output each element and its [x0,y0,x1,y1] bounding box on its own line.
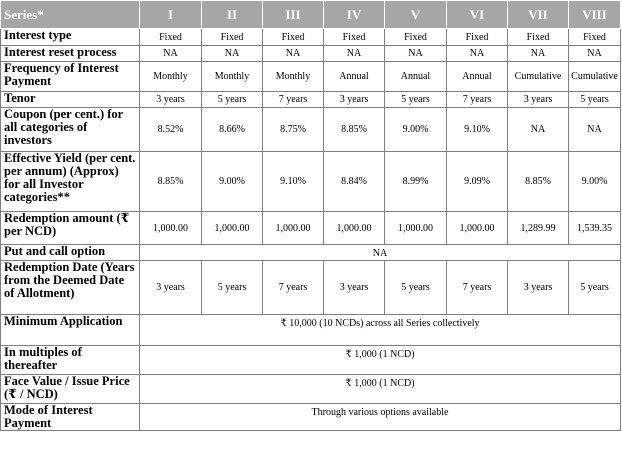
cell-value: 9.10% [280,176,306,187]
cell-value: 3 years [339,282,369,293]
cell-value: Fixed [526,31,550,43]
cell-value: 8.75% [280,124,306,135]
cell-value: 1,000.00 [336,222,372,234]
table-body [1,29,621,431]
cell-value: NA [346,48,362,59]
cell-series-6 [447,108,508,152]
cell-series-4 [324,62,385,92]
header-series-ii: II [202,1,263,29]
header-row [1,1,621,29]
row-span-value: ₹ 1,000 (1 NCD) [140,346,621,375]
cell-value: 3 years [156,282,185,293]
cell-series-4 [324,261,385,315]
cell-value: 9.09% [464,176,490,187]
cell-series-2 [202,152,263,212]
cell-series-3 [263,108,324,152]
cell-value: 8.85% [525,176,551,187]
cell-series-2 [202,29,263,46]
cell-value: 9.10% [464,124,490,135]
row-label: Put and call option [1,245,140,261]
cell-value: NA [408,48,423,59]
header-series-vi: VI [447,1,508,29]
table-row-tenor [1,92,621,108]
cell-value: Monthly [153,71,188,82]
cell-series-4 [324,108,385,152]
table-row-redemption-date [1,261,621,315]
cell-value: 1,289.99 [520,222,556,234]
cell-value: 7 years [278,282,308,293]
cell-series-6 [447,92,508,108]
cell-value: Fixed [220,31,244,43]
cell-series-1 [140,29,202,46]
cell-series-3 [263,212,324,245]
cell-value: NA [224,48,240,59]
row-label: In multiples of thereafter [1,346,140,375]
cell-value: 3 years [523,282,553,293]
cell-value: NA [163,48,178,59]
cell-value: NA [530,124,546,135]
cell-series-4 [324,212,385,245]
row-span-value: Through various options available [140,404,621,431]
cell-series-3 [263,62,324,92]
table-row-interest-type [1,29,621,46]
table-row-put-and-call-option [1,245,621,261]
cell-value: NA [469,48,485,59]
cell-series-5 [385,92,447,108]
cell-value: 1,000.00 [275,222,311,234]
row-label: Effective Yield (per cent. per annum) (Approx) for all Investor categories** [1,152,140,212]
cell-value: Fixed [583,31,606,43]
cell-series-7 [508,62,569,92]
cell-value: 3 years [339,94,369,105]
cell-series-1 [140,108,202,152]
cell-value: NA [530,48,546,59]
header-series-label: Series* [1,1,140,29]
row-label: Mode of Interest Payment [1,404,140,431]
table-row-face-value-issue-price [1,375,621,404]
cell-value: 1,000.00 [214,222,250,234]
cell-series-7 [508,29,569,46]
cell-series-1 [140,152,202,212]
cell-series-2 [202,212,263,245]
cell-value: 9.00% [581,176,608,187]
table-row-minimum-application [1,315,621,346]
cell-series-6 [447,29,508,46]
cell-series-5 [385,46,447,62]
cell-value: 1,000.00 [398,222,433,234]
table-row-redemption-amount [1,212,621,245]
cell-series-5 [385,62,447,92]
row-label: Frequency of Interest Payment [1,62,140,92]
cell-series-6 [447,212,508,245]
row-label: Redemption amount (₹ per NCD) [1,212,140,245]
cell-series-6 [447,152,508,212]
cell-series-7 [508,261,569,315]
cell-series-2 [202,261,263,315]
table-row-mode-of-interest-payment [1,404,621,431]
cell-series-3 [263,46,324,62]
cell-series-4 [324,152,385,212]
header-series-iv: IV [324,1,385,29]
cell-value: NA [587,48,602,59]
cell-series-6 [447,62,508,92]
cell-value: Cumulative [571,71,618,82]
cell-series-1 [140,212,202,245]
cell-value: 1,000.00 [459,222,495,234]
table-row-coupon [1,108,621,152]
cell-value: Monthly [214,71,250,82]
cell-value: 3 years [156,94,185,105]
cell-value: Monthly [275,71,311,82]
cell-value: Fixed [159,31,182,43]
cell-series-3 [263,92,324,108]
cell-series-1 [140,92,202,108]
cell-series-7 [508,108,569,152]
cell-value: 7 years [462,94,492,105]
cell-value: NA [285,48,301,59]
cell-series-5 [385,29,447,46]
cell-value: 5 years [401,282,430,293]
cell-value: 5 years [401,94,430,105]
row-span-value: NA [140,245,621,261]
table-row-in-multiples-of [1,346,621,375]
header-series-v: V [385,1,447,29]
table-row-effective-yield [1,152,621,212]
cell-series-3 [263,29,324,46]
cell-value: 8.99% [402,176,429,187]
cell-series-8 [569,152,621,212]
row-label: Coupon (per cent.) for all categories of investors [1,108,140,152]
cell-value: Fixed [342,31,366,43]
cell-value: 5 years [580,282,609,293]
cell-series-8 [569,29,621,46]
cell-series-7 [508,212,569,245]
cell-series-6 [447,46,508,62]
cell-value: 8.85% [157,176,184,187]
header-series-i: I [140,1,202,29]
cell-value: 8.85% [341,124,367,135]
cell-series-7 [508,46,569,62]
cell-series-4 [324,92,385,108]
cell-series-3 [263,261,324,315]
table-row-frequency-of-interest-payment [1,62,621,92]
cell-series-1 [140,62,202,92]
cell-value: NA [587,124,602,135]
cell-value: 5 years [217,282,247,293]
cell-value: Fixed [404,31,427,43]
row-span-value: ₹ 10,000 (10 NCDs) across all Series collectively [140,315,621,346]
row-span-value: ₹ 1,000 (1 NCD) [140,375,621,404]
header-series-vii: VII [508,1,569,29]
cell-value: 9.00% [219,176,245,187]
cell-value: Annual [400,71,431,82]
row-label: Minimum Application [1,315,140,346]
cell-series-7 [508,92,569,108]
cell-series-6 [447,261,508,315]
cell-series-8 [569,261,621,315]
cell-value: 1,000.00 [153,222,188,234]
cell-value: Annual [462,71,492,82]
row-label: Face Value / Issue Price (₹ / NCD) [1,375,140,404]
row-label: Tenor [1,92,140,108]
cell-series-8 [569,62,621,92]
cell-value: 7 years [278,94,308,105]
cell-series-2 [202,92,263,108]
header-series-iii: III [263,1,324,29]
cell-value: 5 years [217,94,247,105]
cell-series-5 [385,152,447,212]
cell-series-5 [385,212,447,245]
row-label: Interest reset process [1,46,140,62]
cell-series-3 [263,152,324,212]
cell-series-8 [569,108,621,152]
header-series-viii: VIII [569,1,621,29]
cell-series-1 [140,46,202,62]
cell-series-1 [140,261,202,315]
cell-series-4 [324,29,385,46]
cell-value: 5 years [580,94,609,105]
cell-series-2 [202,108,263,152]
row-label: Redemption Date (Years from the Deemed Date of Allotment) [1,261,140,315]
cell-value: Fixed [465,31,489,43]
cell-value: 1,539.35 [577,222,612,234]
cell-value: 9.00% [402,124,429,135]
cell-value: Annual [339,71,369,82]
cell-value: 8.52% [157,124,184,135]
cell-series-5 [385,108,447,152]
cell-value: Fixed [281,31,305,43]
cell-value: 8.84% [341,176,367,187]
cell-series-2 [202,46,263,62]
cell-series-2 [202,62,263,92]
cell-series-8 [569,46,621,62]
row-label: Interest type [1,29,140,46]
table-row-interest-reset-process [1,46,621,62]
cell-series-4 [324,46,385,62]
cell-value: Cumulative [514,71,562,82]
cell-value: 3 years [523,94,553,105]
cell-value: 8.66% [219,124,245,135]
cell-value: 7 years [462,282,492,293]
cell-series-8 [569,212,621,245]
cell-series-8 [569,92,621,108]
cell-series-5 [385,261,447,315]
cell-series-7 [508,152,569,212]
